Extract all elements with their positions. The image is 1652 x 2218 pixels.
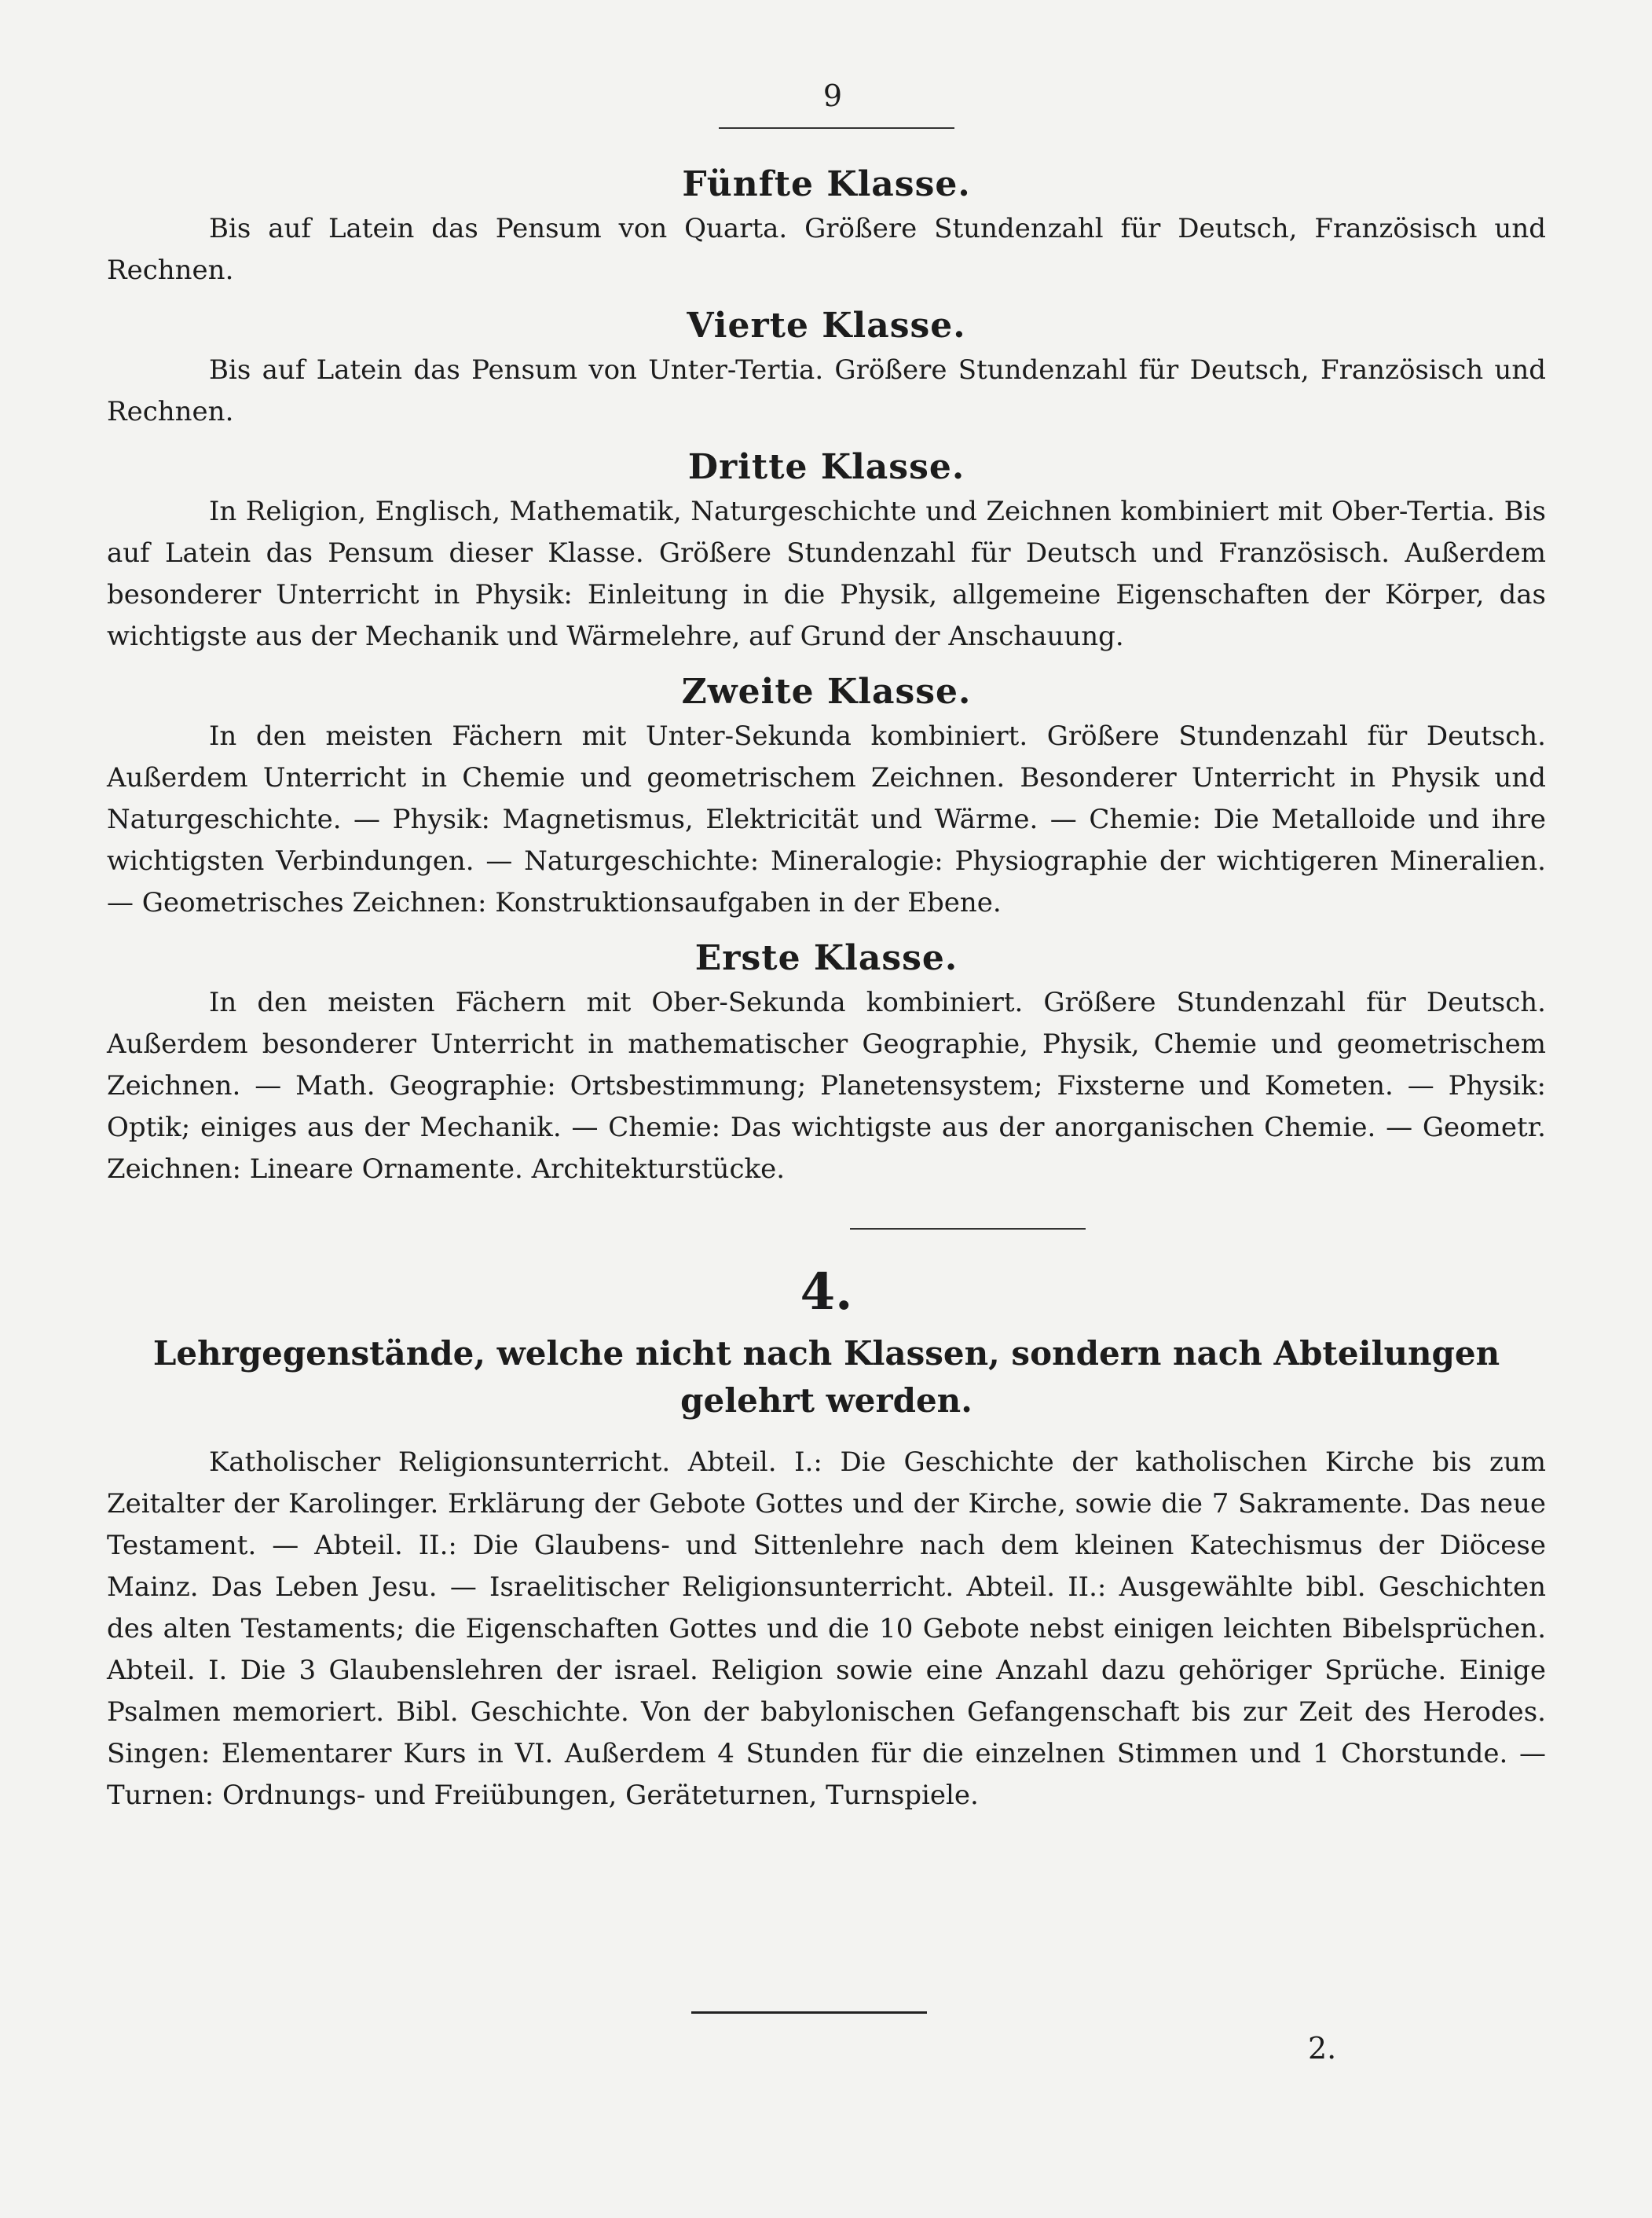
section-number: 4. [800,1263,853,1322]
heading-erste-klasse: Erste Klasse. [694,938,958,978]
signature-mark: 2. [1308,2031,1337,2066]
paragraph-vierte-klasse: Bis auf Latein das Pensum von Unter-Tertia. Größere Stundenzahl für Deutsch, Französisch und Rechnen. [107,354,1546,427]
page-number: 9 [822,79,843,113]
bottom-rule [691,2011,927,2014]
heading-vierte-klasse: Vierte Klasse. [687,306,966,346]
paragraph-dritte-klasse: In Religion, Englisch, Mathematik, Naturgeschichte und Zeichnen kombiniert mit Ober-Tertia. Bis auf Latein das Pensum dieser Klasse. Größere Stundenzahl für Deutsch und Französisch. Außerdem besonderer Unterricht in Physik: Einleitung in die Physik, allgemeine Eigenschaften der Körper, das wichtigste aus der Mechanik und Wärmelehre, auf Grund der Anschauung. [107,496,1546,652]
heading-dritte-klasse: Dritte Klasse. [687,447,965,487]
section-fuenfte-klasse [107,161,1546,291]
section-erste-klasse [107,935,1546,1190]
top-rule [719,127,954,129]
section-zweite-klasse [107,669,1546,924]
section-title: Lehrgegenstände, welche nicht nach Klassen, sondern nach Abteilungen gelehrt werden. [152,1334,1500,1420]
page-content [107,161,1546,1817]
section-dritte-klasse [107,444,1546,658]
heading-zweite-klasse: Zweite Klasse. [681,672,972,712]
paragraph-erste-klasse: In den meisten Fächern mit Ober-Sekunda kombiniert. Größere Stundenzahl für Deutsch. Außerdem besonderer Unterricht in mathematischer Geographie, Physik, Chemie und geometrischem Zeichnen. — Math. Geographie: Ortsbestimmung; Planetensystem; Fixsterne und Kometen. — Physik: Optik; einiges aus der Mechanik. — Chemie: Das wichtigste aus der anorganischen Chemie. — Geometr. Zeichnen: Lineare Ornamente. Architekturstücke. [107,987,1546,1185]
section-vierte-klasse [107,302,1546,433]
section-divider [850,1228,1086,1230]
paragraph-abteilungen: Katholischer Religionsunterricht. Abteil. I.: Die Geschichte der katholischen Kirche bis zum Zeitalter der Karolinger. Erklärung der Gebote Gottes und der Kirche, sowie die 7 Sakramente. Das neue Testament. — Abteil. II.: Die Glaubens- und Sittenlehre nach dem kleinen Katechismus der Diöcese Mainz. Das Leben Jesu. — Israelitischer Religionsunterricht. Abteil. II.: Ausgewählte bibl. Geschichten des alten Testaments; die Eigenschaften Gottes und die 10 Gebote nebst einigen leichten Bibelsprüchen. Abteil. I. Die 3 Glaubenslehren der israel. Religion sowie eine Anzahl dazu gehöriger Sprüche. Einige Psalmen memoriert. Bibl. Geschichte. Von der babylonischen Gefangenschaft bis zur Zeit des Herodes. Singen: Elementarer Kurs in VI. Außerdem 4 Stunden für die einzelnen Stimmen und 1 Chorstunde. — Turnen: Ordnungs- und Freiübungen, Geräteturnen, Turnspiele. [107,1446,1546,1811]
paragraph-fuenfte-klasse: Bis auf Latein das Pensum von Quarta. Größere Stundenzahl für Deutsch, Französisch und Rechnen. [107,213,1546,286]
heading-fuenfte-klasse: Fünfte Klasse. [682,164,971,204]
paragraph-zweite-klasse: In den meisten Fächern mit Unter-Sekunda kombiniert. Größere Stundenzahl für Deutsch. Außerdem Unterricht in Chemie und geometrischem Zeichnen. Besonderer Unterricht in Physik und Naturgeschichte. — Physik: Magnetismus, Elektricität und Wärme. — Chemie: Die Metalloide und ihre wichtigsten Verbindungen. — Naturgeschichte: Mineralogie: Physiographie der wichtigeren Mineralien. — Geometrisches Zeichnen: Konstruktionsaufgaben in der Ebene. [107,720,1546,918]
